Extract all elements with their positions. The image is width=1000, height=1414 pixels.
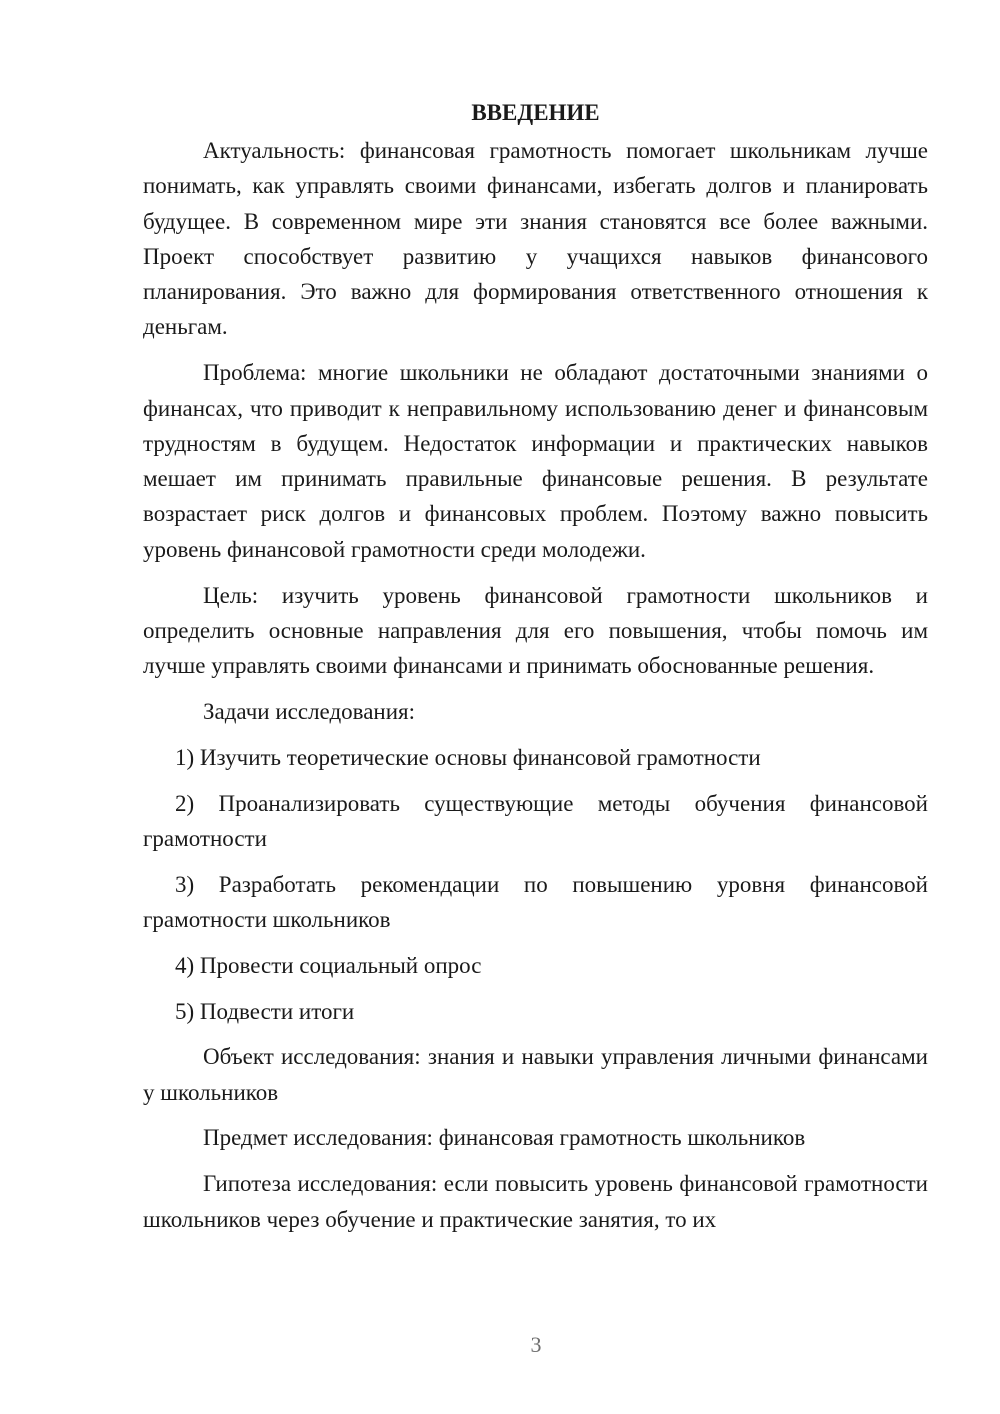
- task-item-1: 1) Изучить теоретические основы финансовой грамотности: [175, 744, 761, 770]
- subject-paragraph: Предмет исследования: финансовая грамотность школьников: [203, 1125, 806, 1151]
- task-item-4: 4) Провести социальный опрос: [175, 952, 482, 978]
- relevance-paragraph: Актуальность: финансовая грамотность помогает школьникам лучше понимать, как управлять своими финансами, избегать долгов и планировать будущее. В современном мире эти знания становятся все более важными. Проект способствует развитию у учащихся навыков финансового планирования. Это важно для формирования ответственного отношения к деньгам.: [143, 138, 928, 340]
- tasks-title: Задачи исследования:: [203, 698, 416, 724]
- object-paragraph: Объект исследования: знания и навыки управления личными финансами у школьников: [143, 1044, 928, 1105]
- task-item-3: 3) Разработать рекомендации по повышению уровня финансовой грамотности школьников: [143, 871, 928, 932]
- task-item-5: 5) Подвести итоги: [175, 998, 355, 1024]
- problem-paragraph: Проблема: многие школьники не обладают достаточными знаниями о финансах, что приводит к неправильному использованию денег и финансовым трудностям в будущем. Недостаток информации и практических навыков мешает им принимать правильные финансовые решения. В результате возрастает риск долгов и финансовых проблем. Поэтому важно повысить уровень финансовой грамотности среди молодежи.: [143, 360, 928, 562]
- page-number: 3: [530, 1332, 542, 1357]
- goal-paragraph: Цель: изучить уровень финансовой грамотности школьников и определить основные направления для его повышения, чтобы помочь им лучше управлять своими финансами и принимать обоснованные решения.: [143, 582, 928, 679]
- task-item-2: 2) Проанализировать существующие методы обучения финансовой грамотности: [143, 790, 928, 851]
- hypothesis-paragraph: Гипотеза исследования: если повысить уровень финансовой грамотности школьников через обучение и практические занятия, то их: [143, 1171, 928, 1232]
- section-heading: ВВЕДЕНИЕ: [471, 100, 600, 125]
- document-body: [143, 95, 928, 1237]
